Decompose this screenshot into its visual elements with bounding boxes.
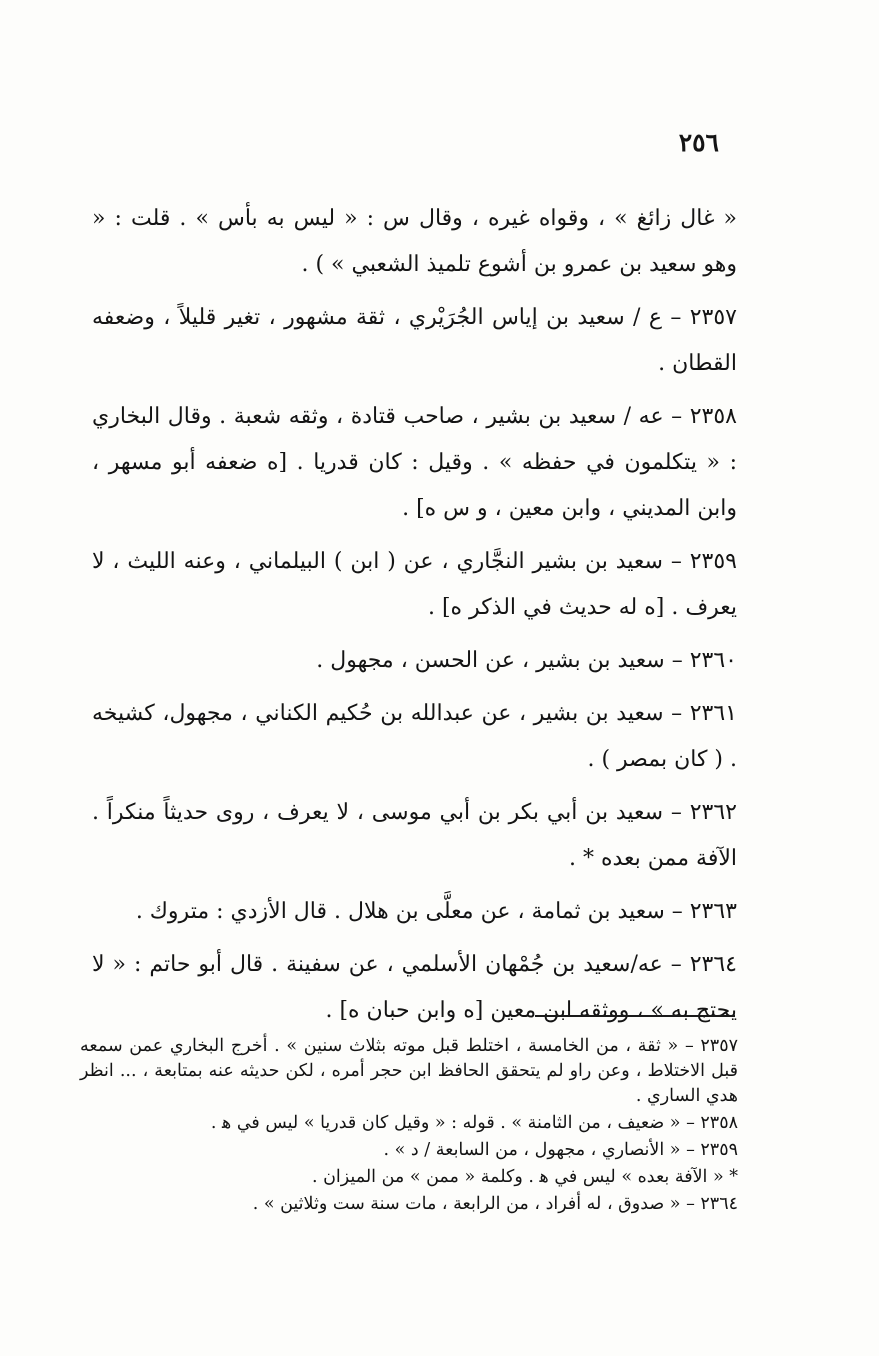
entry-2362: ٢٣٦٢ – سعيد بن أبي بكر بن أبي موسى ، لا يعرف ، روى حديثاً منكراً . الآفة ممن بعده * . bbox=[92, 800, 737, 871]
entry-2361: ٢٣٦١ – سعيد بن بشير ، عن عبدالله بن حُكيم الكناني ، مجهول، كشيخه . ( كان بمصر ) . bbox=[92, 701, 737, 772]
entry-2358: ٢٣٥٨ – عه / سعيد بن بشير ، صاحب قتادة ، وثقه شعبة . وقال البخاري : « يتكلمون في حفظه » . وقيل : كان قدريا . [ه ضعفه أبو مسهر ، وابن المديني ، وابن معين ، و س ه] . bbox=[92, 404, 737, 521]
footnote-2357: ٢٣٥٧ – « ثقة ، من الخامسة ، اختلط قبل موته بثلاث سنين » . أخرج البخاري عمن سمعه قبل الاختلاط ، وعن راو لم يتحقق الحافظ ابن حجر أمره ، لكن حديثه عنه بمتابعة ، ... انظر هدي الساري . bbox=[80, 1036, 738, 1106]
continuation-paragraph: « غال زائغ » ، وقواه غيره ، وقال س : « ليس به بأس » . قلت : « وهو سعيد بن عمرو بن أشوع تلميذ الشعبي » ) . bbox=[92, 206, 737, 277]
entry-2363: ٢٣٦٣ – سعيد بن ثمامة ، عن معلَّى بن هلال . قال الأزدي : متروك . bbox=[135, 899, 737, 924]
footnote-2359: ٢٣٥٩ – « الأنصاري ، مجهول ، من السابعة / د » . bbox=[383, 1140, 738, 1160]
entry-2360: ٢٣٦٠ – سعيد بن بشير ، عن الحسن ، مجهول . bbox=[316, 648, 737, 673]
footnote-2358: ٢٣٥٨ – « ضعيف ، من الثامنة » . قوله : « وقيل كان قدريا » ليس في ﻫ . bbox=[210, 1113, 738, 1133]
page-number: ٢٥٦ bbox=[678, 128, 719, 157]
entry-2357: ٢٣٥٧ – ع / سعيد بن إياس الجُرَيْري ، ثقة مشهور ، تغير قليلاً ، وضعفه القطان . bbox=[92, 305, 737, 376]
entry-2364: ٢٣٦٤ – عه/سعيد بن جُمْهان الأسلمي ، عن سفينة . قال أبو حاتم : « لا يحتج به » ، ووثقه ابن معين [ه وابن حبان ه] . bbox=[92, 952, 737, 1023]
footnote-2364: ٢٣٦٤ – « صدوق ، له أفراد ، من الرابعة ، مات سنة ست وثلاثين » . bbox=[252, 1194, 738, 1214]
main-text bbox=[92, 196, 737, 1041]
footnotes bbox=[80, 1034, 738, 1219]
footnote-asterisk: * « الآفة بعده » ليس في ﻫ . وكلمة « ممن » من الميزان . bbox=[311, 1167, 738, 1187]
footnote-divider bbox=[535, 1015, 735, 1017]
entry-2359: ٢٣٥٩ – سعيد بن بشير النجَّاري ، عن ( ابن ) البيلماني ، وعنه الليث ، لا يعرف . [ه له حديث في الذكر ه] . bbox=[92, 549, 737, 620]
